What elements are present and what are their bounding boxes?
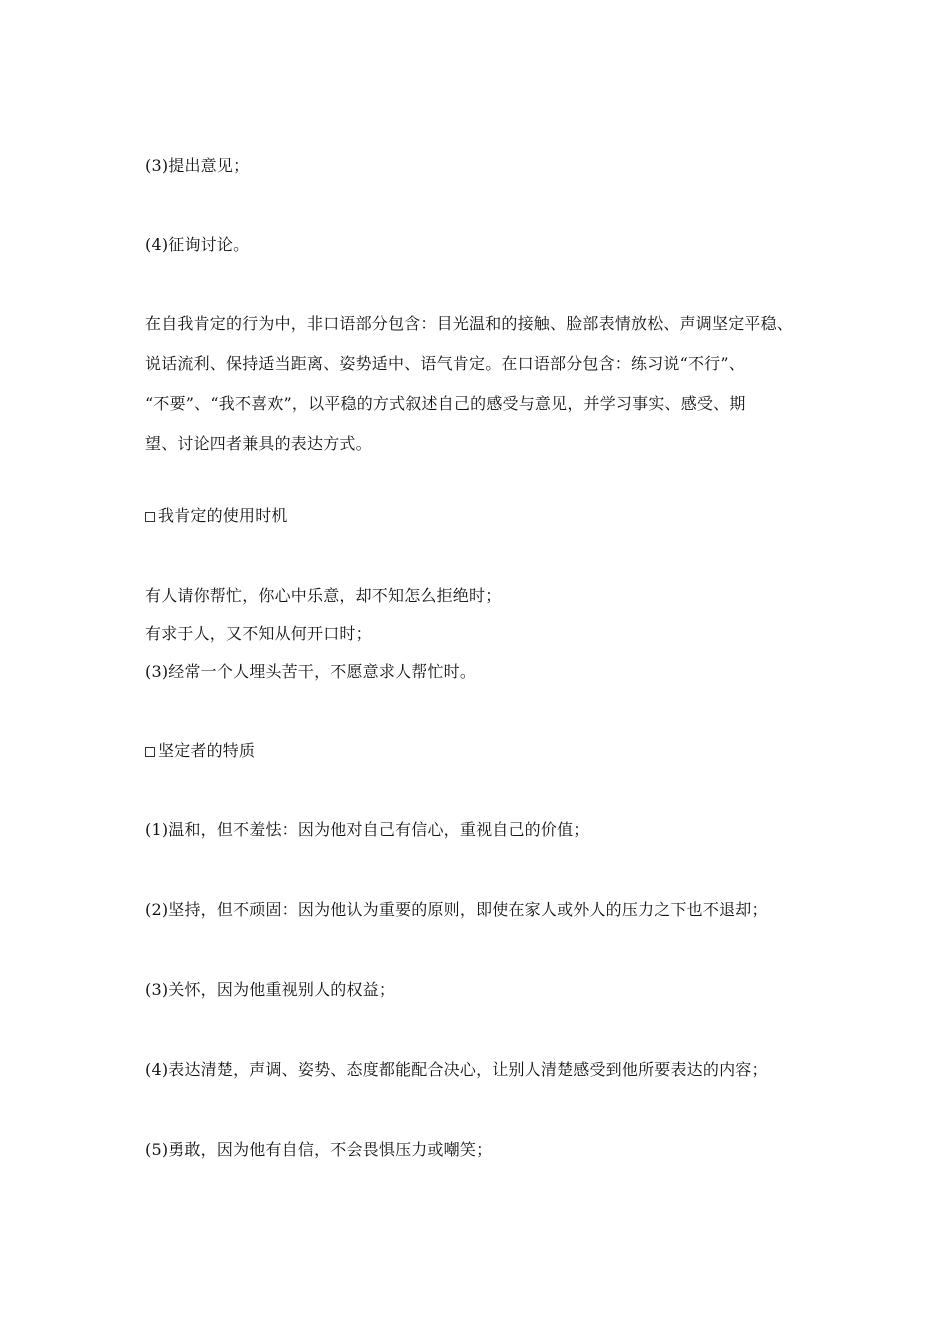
section-heading-traits <box>145 741 255 761</box>
section-heading-usage-text: 我肯定的使用时机 <box>158 506 288 525</box>
section-heading-traits-text: 坚定者的特质 <box>158 741 256 760</box>
trait-item: (4)表达清楚，声调、姿势、态度都能配合决心，让别人清楚感受到他所要表达的内容； <box>145 1060 768 1079</box>
usage-item: 有人请你帮忙，你心中乐意，却不知怎么拒绝时； <box>145 586 502 605</box>
section-heading-usage <box>145 506 288 526</box>
usage-item: 有求于人，又不知从何开口时； <box>145 624 372 643</box>
usage-item: (3)经常一个人埋头苦干，不愿意求人帮忙时。 <box>145 662 477 681</box>
paragraph-line: 望、讨论四者兼具的表达方式。 <box>145 434 372 453</box>
trait-item: (3)关怀，因为他重视别人的权益； <box>145 980 396 999</box>
paragraph-line: “不要”、“我不喜欢”，以平稳的方式叙述自己的感受与意见，并学习事实、感受、期 <box>145 394 746 413</box>
trait-item: (2)坚持，但不顽固：因为他认为重要的原则，即使在家人或外人的压力之下也不退却； <box>145 900 768 919</box>
checkbox-square-icon <box>145 512 155 522</box>
step-4-discuss: (4)征询讨论。 <box>145 235 250 254</box>
trait-item: (1)温和，但不羞怯：因为他对自己有信心，重视自己的价值； <box>145 820 590 839</box>
paragraph-line: 在自我肯定的行为中，非口语部分包含：目光温和的接触、脸部表情放松、声调坚定平稳、 <box>145 314 794 333</box>
checkbox-square-icon <box>145 747 155 757</box>
trait-item: (5)勇敢，因为他有自信，不会畏惧压力或嘲笑； <box>145 1140 493 1159</box>
assertive-behavior-paragraph <box>145 304 835 464</box>
step-3-propose: (3)提出意见； <box>145 156 250 175</box>
paragraph-line: 说话流利、保持适当距离、姿势适中、语气肯定。在口语部分包含：练习说“不行”、 <box>145 354 745 373</box>
